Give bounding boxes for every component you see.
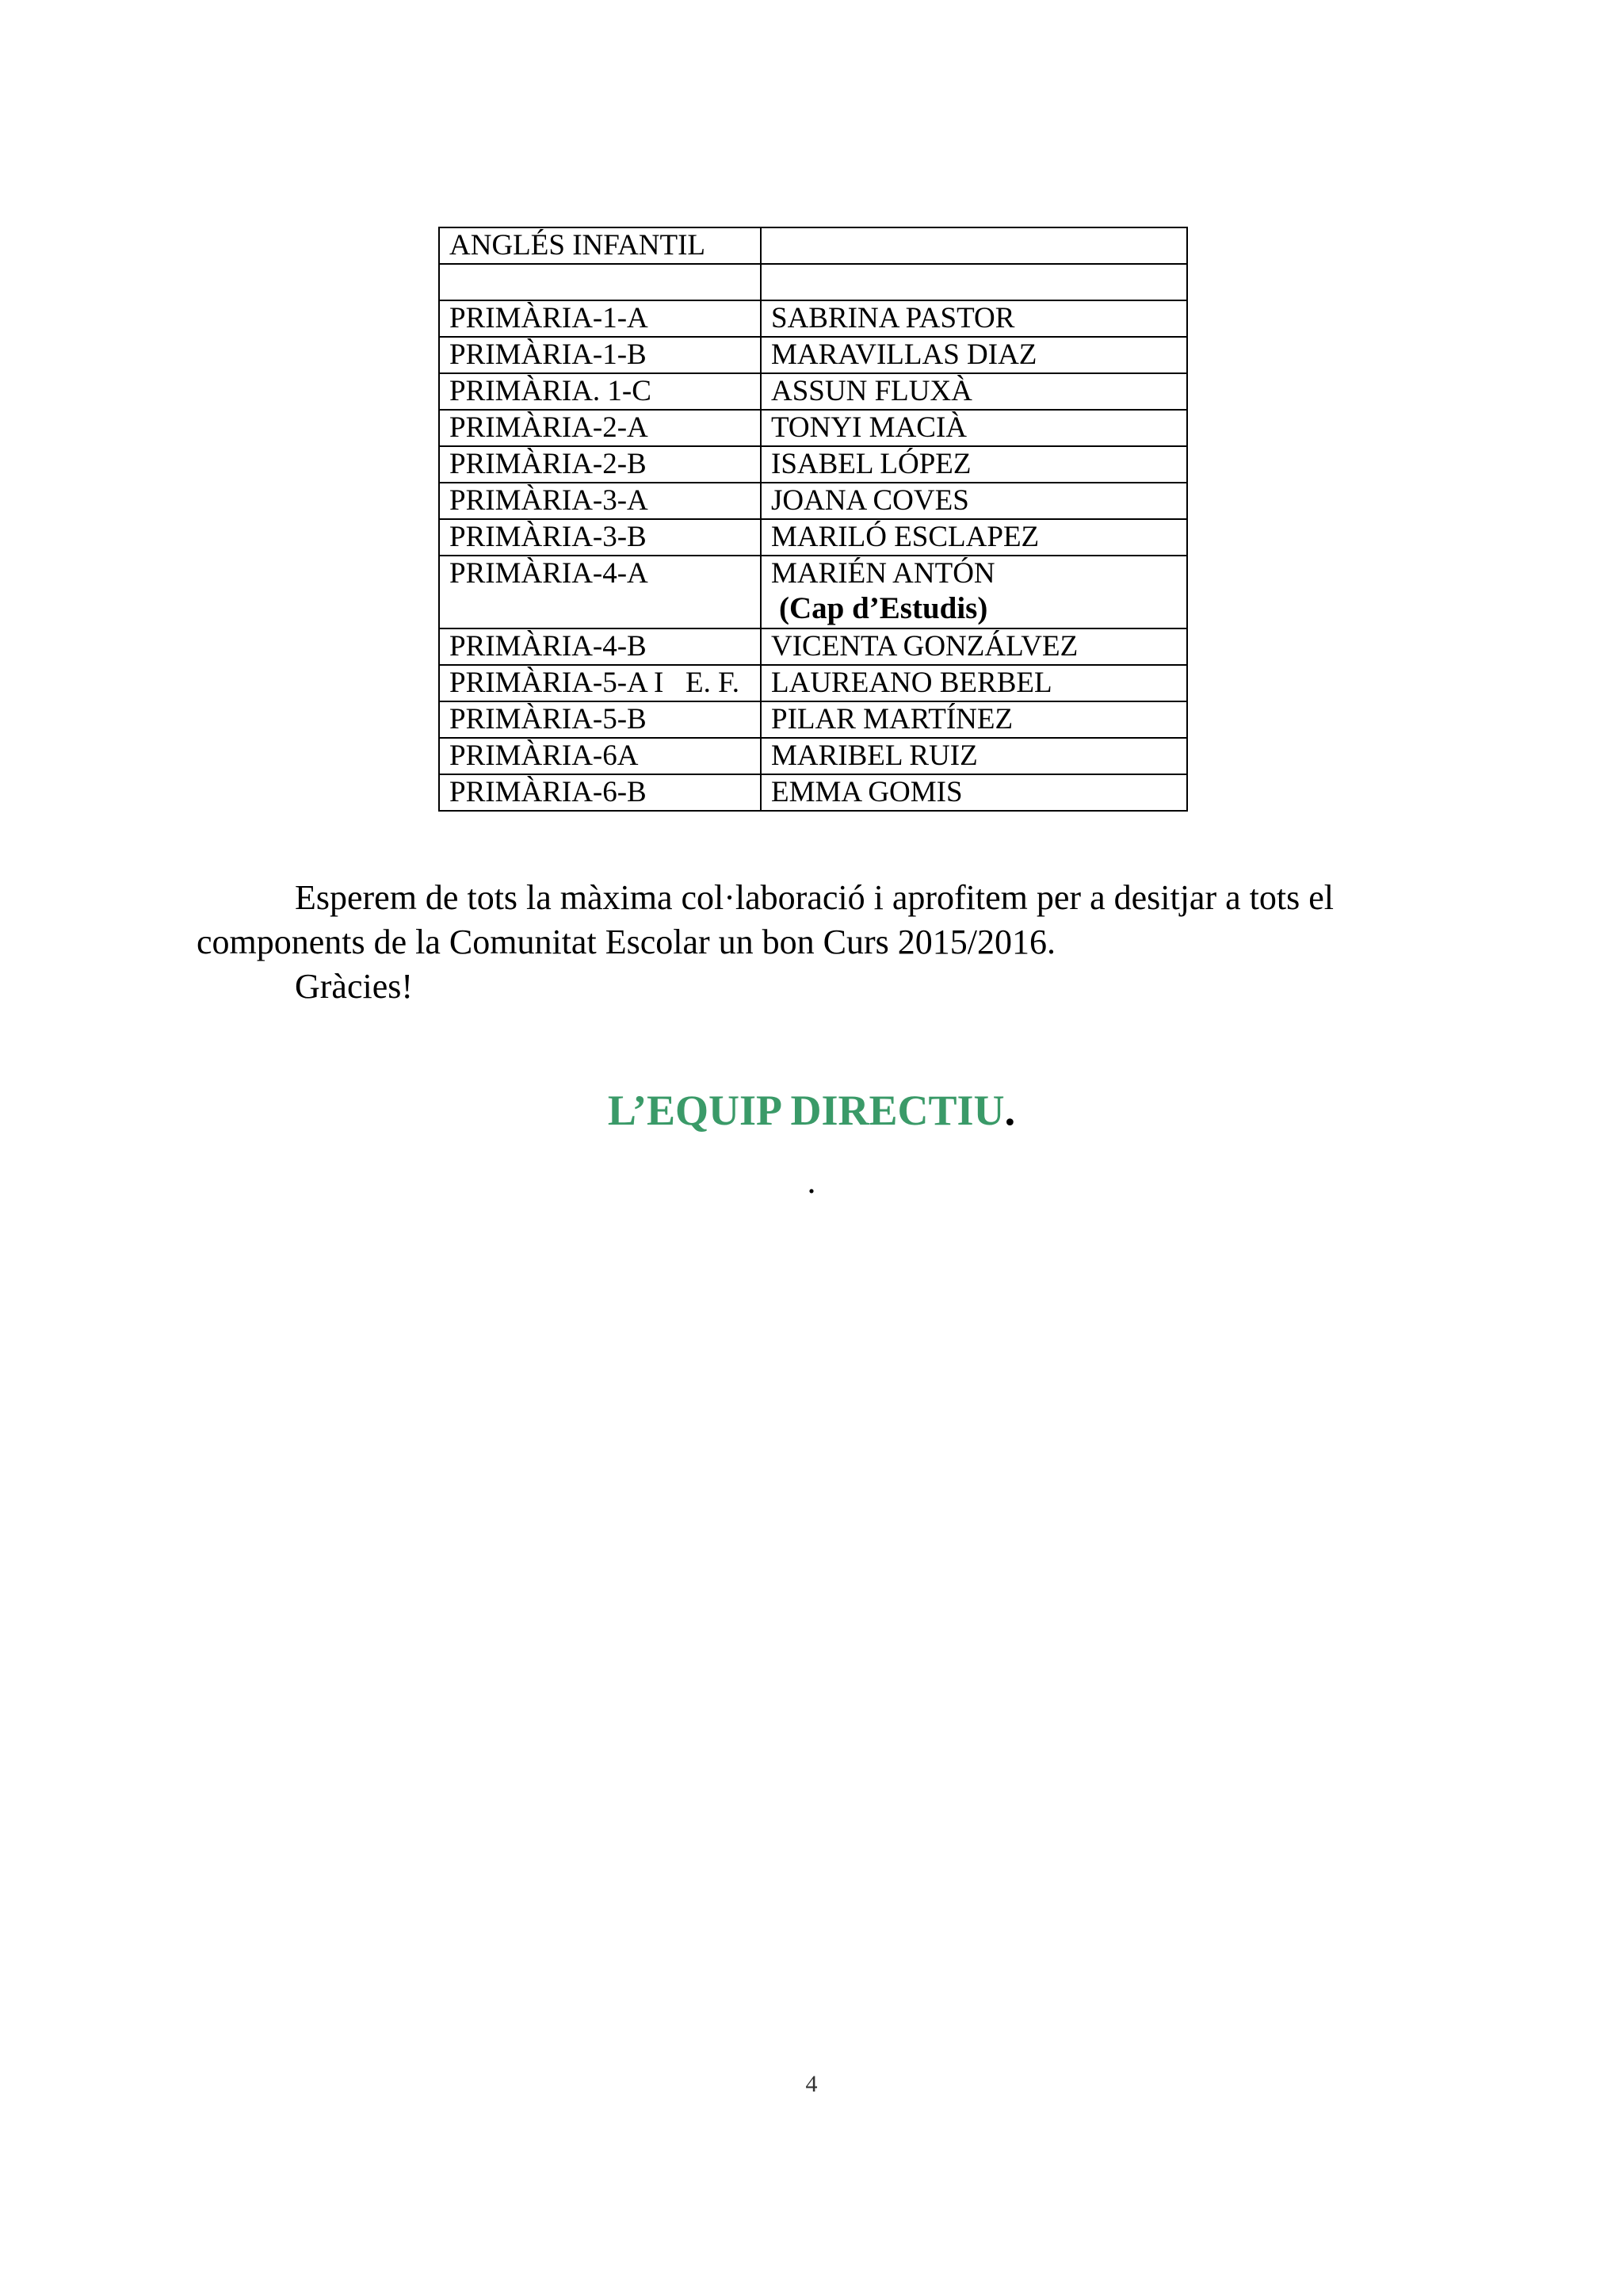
signature-text: L’EQUIP DIRECTIU [607,1087,1005,1134]
group-cell [439,264,761,300]
teacher-cell: MARILÓ ESCLAPEZ [761,519,1187,556]
teacher-cell: ISABEL LÓPEZ [761,446,1187,483]
teacher-cell: SABRINA PASTOR [761,300,1187,337]
table-row [439,373,1187,410]
teacher-cell: LAUREANO BERBEL [761,665,1187,701]
teacher-cell [761,556,1187,628]
teacher-name: MARIÉN ANTÓN [771,557,995,590]
group-cell: PRIMÀRIA. 1-C [439,373,761,410]
group-cell: ANGLÉS INFANTIL [439,227,761,264]
teacher-cell: TONYI MACIÀ [761,410,1187,446]
closing-line-2: components de la Comunitat Escolar un bon Curs 2015/2016. [197,923,1056,961]
teacher-cell: MARIBEL RUIZ [761,738,1187,774]
table-row [439,483,1187,519]
group-cell: PRIMÀRIA-1-B [439,337,761,373]
trailing-dot: . [807,1162,816,1201]
signature [0,1084,1623,1137]
teacher-cell [761,264,1187,300]
table-row [439,300,1187,337]
staff-assignment-table [438,227,1188,812]
table-row [439,519,1187,556]
table-row [439,337,1187,373]
table-row [439,264,1187,300]
table-row [439,410,1187,446]
closing-paragraph [197,876,1465,1009]
teacher-cell: ASSUN FLUXÀ [761,373,1187,410]
table-row [439,446,1187,483]
group-cell: PRIMÀRIA-2-B [439,446,761,483]
signature-period: . [1004,1087,1016,1134]
group-cell: PRIMÀRIA-4-B [439,628,761,665]
teacher-cell: PILAR MARTÍNEZ [761,701,1187,738]
table-row [439,665,1187,701]
group-cell: PRIMÀRIA-6-B [439,774,761,811]
thanks-line: Gràcies! [295,967,414,1006]
teacher-cell: MARAVILLAS DIAZ [761,337,1187,373]
group-cell: PRIMÀRIA-5-A I E. F. [439,665,761,701]
group-cell: PRIMÀRIA-6A [439,738,761,774]
teacher-cell: VICENTA GONZÁLVEZ [761,628,1187,665]
table-row [439,701,1187,738]
role-note: (Cap d’Estudis) [779,591,988,625]
group-cell: PRIMÀRIA-2-A [439,410,761,446]
teacher-cell: EMMA GOMIS [761,774,1187,811]
group-cell: PRIMÀRIA-3-A [439,483,761,519]
teacher-cell [761,227,1187,264]
table-row [439,556,1187,628]
table-row [439,774,1187,811]
page-number: 4 [805,2071,818,2097]
group-cell: PRIMÀRIA-4-A [439,556,761,628]
closing-line-1: Esperem de tots la màxima col·laboració i aprofitem per a desitjar a tots el [295,878,1334,917]
table-row [439,628,1187,665]
group-cell: PRIMÀRIA-5-B [439,701,761,738]
table-row [439,227,1187,264]
teacher-cell: JOANA COVES [761,483,1187,519]
group-cell: PRIMÀRIA-3-B [439,519,761,556]
group-cell: PRIMÀRIA-1-A [439,300,761,337]
table-row [439,738,1187,774]
